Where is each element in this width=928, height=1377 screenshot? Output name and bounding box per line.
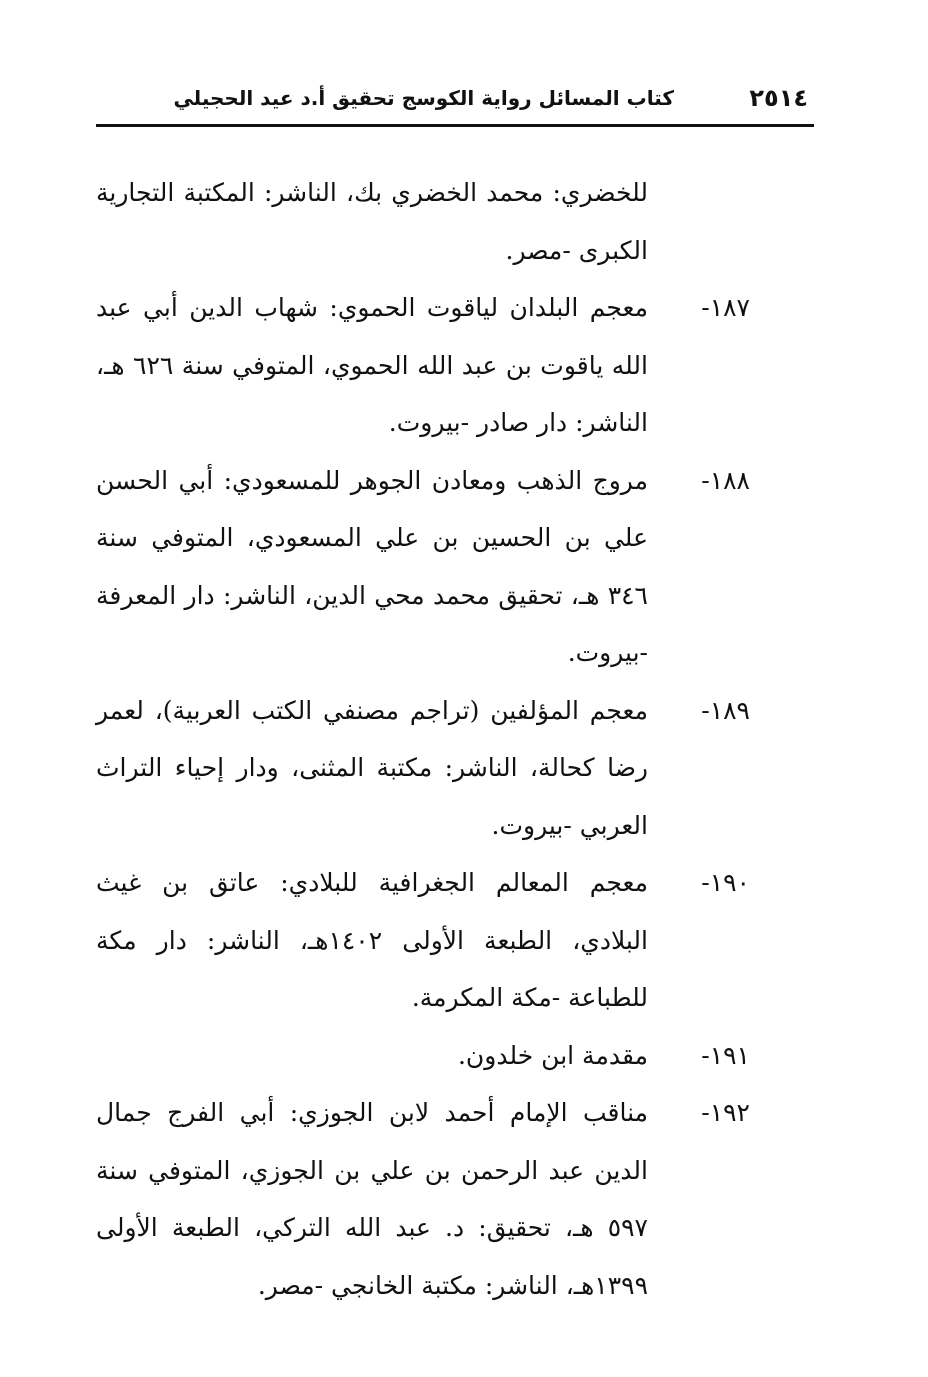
entry-text: مروج الذهب ومعادن الجوهر للمسعودي: أبي الحسن علي بن الحسين بن علي المسعودي، المتوفي سنة ٣٤٦ هـ، تحقيق محمد محي الدين، الناشر: دار المعرفة -بيروت. [96,465,648,667]
list-item [96,1027,814,1085]
entry-text: معجم المعالم الجغرافية للبلادي: عاتق بن غيث البلادي، الطبعة الأولى ١٤٠٢هـ، الناشر: دار مكة للطباعة -مكة المكرمة. [96,868,648,1012]
bibliography-list [96,164,814,1314]
entry-number: ١٨٨- [701,465,750,495]
entry-text: معجم المؤلفين (تراجم مصنفي الكتب العربية)، لعمر رضا كحالة، الناشر: مكتبة المثنى، ودار إحياء التراث العربي -بيروت. [96,695,648,840]
entry-number: ١٨٩- [701,695,750,725]
entry-text: معجم البلدان لياقوت الحموي: شهاب الدين أبي عبد الله ياقوت بن عبد الله الحموي، المتوفي سنة ٦٢٦ هـ، الناشر: دار صادر -بيروت. [96,293,648,437]
entry-text: للخضري: محمد الخضري بك، الناشر: المكتبة التجارية الكبرى -مصر. [96,178,648,265]
list-item [96,854,814,1027]
list-item [96,452,814,682]
page-header [96,80,814,127]
entry-text: مناقب الإمام أحمد لابن الجوزي: أبي الفرج جمال الدين عبد الرحمن بن علي بن الجوزي، المتوفي سنة ٥٩٧ هـ، تحقيق: د. عبد الله التركي، الطبعة الأولى ١٣٩٩هـ، الناشر: مكتبة الخانجي -مصر. [96,1098,648,1300]
list-item [96,682,814,855]
running-title: كتاب المسائل رواية الكوسج تحقيق أ.د عيد الحجيلي [173,86,674,110]
list-item [96,164,814,279]
list-item [96,279,814,452]
entry-number: ١٨٧- [701,293,750,322]
list-item [96,1084,814,1314]
entry-text: مقدمة ابن خلدون. [457,1040,648,1070]
entry-number: ١٩٢- [701,1098,750,1127]
entry-number: ١٩١- [701,1040,750,1070]
entry-number: ١٩٠- [701,868,750,897]
page-number: ٢٥١٤ [749,84,808,112]
